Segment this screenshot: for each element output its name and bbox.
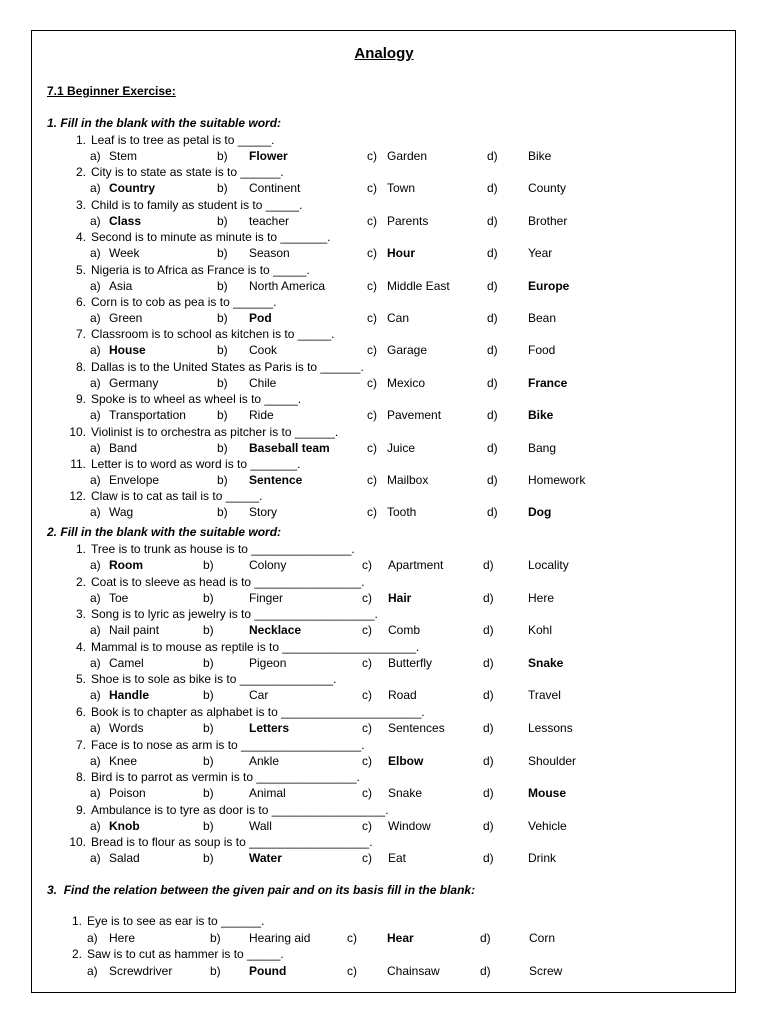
- option-value: Water: [249, 851, 282, 866]
- option-label: a): [90, 786, 101, 801]
- option-label: b): [217, 505, 228, 520]
- option-label: b): [203, 655, 214, 670]
- option-label: d): [487, 246, 498, 261]
- option-label: d): [483, 590, 494, 605]
- option-label: c): [367, 149, 377, 163]
- option-value: Ride: [249, 408, 274, 423]
- option-value: France: [528, 375, 568, 390]
- option-label: c): [362, 590, 372, 605]
- question-number: 1.: [75, 542, 86, 556]
- question: [66, 770, 360, 784]
- option-value: Wag: [109, 505, 134, 520]
- option-value: Snake: [528, 655, 564, 670]
- option-label: b): [217, 473, 228, 487]
- question-number: 4.: [75, 639, 86, 654]
- option-value: Hour: [387, 246, 415, 261]
- option-value: Envelope: [109, 473, 160, 487]
- option-value: Town: [387, 181, 416, 196]
- option-label: b): [203, 851, 214, 866]
- option-value: Wall: [249, 818, 272, 833]
- question-text: Bread is to flour as soup is to __________________.: [91, 835, 373, 850]
- question-number: 7.: [75, 327, 86, 342]
- option-value: Homework: [528, 473, 586, 487]
- option-value: Vehicle: [528, 818, 567, 833]
- page-title: Analogy: [354, 45, 414, 62]
- question: [66, 425, 338, 439]
- option-label: b): [203, 623, 214, 638]
- option-label: d): [487, 440, 498, 455]
- question: [66, 360, 364, 374]
- option-label: a): [90, 149, 101, 163]
- option-value: Garden: [387, 149, 428, 163]
- option-label: c): [367, 408, 377, 423]
- option-label: c): [367, 343, 377, 358]
- question: [66, 575, 365, 589]
- option-label: b): [203, 818, 214, 833]
- option-label: b): [203, 688, 214, 703]
- option-label: c): [362, 753, 372, 768]
- question-number: 6.: [75, 705, 86, 719]
- option-value: Juice: [387, 440, 416, 455]
- option-value: Screw: [529, 963, 563, 978]
- option-label: d): [487, 473, 498, 487]
- question-text: Leaf is to tree as petal is to _____.: [91, 133, 275, 147]
- option-label: b): [210, 931, 221, 945]
- option-value: Transportation: [109, 408, 186, 423]
- option-value: Mouse: [528, 786, 567, 801]
- question-text: Tree is to trunk as house is to _______________.: [91, 542, 355, 556]
- option-value: County: [528, 181, 567, 196]
- option-label: c): [362, 623, 372, 638]
- option-label: a): [90, 181, 101, 196]
- option-value: Nail paint: [109, 623, 160, 638]
- option-value: Necklace: [249, 623, 302, 638]
- option-label: b): [217, 408, 228, 423]
- option-value: Camel: [109, 655, 144, 670]
- option-value: Hearing aid: [249, 931, 311, 945]
- question-number: 2.: [75, 165, 86, 180]
- option-label: b): [217, 343, 228, 358]
- question: [66, 230, 330, 244]
- option-value: Chile: [249, 375, 277, 390]
- question-number: 9.: [75, 802, 86, 817]
- option-label: c): [362, 688, 372, 703]
- option-value: Mexico: [387, 375, 426, 390]
- option-label: d): [480, 963, 491, 978]
- option-value: Brother: [528, 213, 568, 228]
- option-value: Knob: [109, 818, 140, 833]
- option-value: Parents: [387, 213, 429, 228]
- option-value: Corn: [529, 931, 556, 945]
- question: [66, 542, 355, 556]
- option-label: a): [90, 851, 101, 866]
- option-value: Hear: [387, 931, 414, 945]
- option-label: d): [483, 655, 494, 670]
- question: [66, 640, 419, 654]
- option-label: a): [90, 408, 101, 423]
- option-value: Pigeon: [249, 655, 287, 670]
- question-text: Mammal is to mouse as reptile is to ____________________.: [91, 639, 420, 654]
- option-label: a): [90, 278, 101, 293]
- option-label: d): [487, 181, 498, 196]
- option-value: Poison: [109, 786, 146, 801]
- option-label: a): [90, 246, 101, 261]
- question-text: Corn is to cob as pea is to ______.: [91, 295, 277, 309]
- question-number: 5.: [75, 262, 86, 277]
- option-value: teacher: [249, 213, 290, 228]
- question-text: Child is to family as student is to _____.: [91, 197, 303, 212]
- option-value: Week: [109, 246, 140, 261]
- option-label: a): [90, 343, 101, 358]
- option-label: a): [87, 963, 98, 978]
- option-label: a): [90, 440, 101, 455]
- option-value: Pod: [249, 311, 272, 325]
- question: [66, 198, 302, 212]
- question: [66, 133, 274, 147]
- section-heading-text: Find the relation between the given pair and on its basis fill in the blank:: [63, 883, 476, 897]
- question-text: Saw is to cut as hammer is to _____.: [87, 946, 284, 961]
- question: [62, 947, 284, 961]
- section-spacer: [57, 883, 64, 897]
- question-text: Face is to nose as arm is to __________________.: [91, 737, 365, 752]
- option-label: d): [483, 558, 494, 572]
- option-value: Bean: [528, 311, 557, 325]
- option-value: Handle: [109, 688, 150, 703]
- option-label: c): [362, 851, 372, 866]
- option-value: Pavement: [387, 408, 442, 423]
- question: [66, 295, 276, 309]
- option-label: c): [362, 655, 372, 670]
- option-value: Baseball team: [249, 440, 330, 455]
- option-label: b): [217, 246, 228, 261]
- option-value: Locality: [528, 558, 569, 572]
- option-label: b): [217, 213, 228, 228]
- question: [66, 327, 334, 341]
- option-value: Window: [388, 818, 431, 833]
- question-number: 1.: [71, 914, 82, 928]
- option-label: b): [203, 590, 214, 605]
- option-label: d): [487, 149, 498, 163]
- question: [66, 392, 301, 406]
- option-value: Cook: [249, 343, 278, 358]
- section-heading: [47, 883, 475, 897]
- section-number: 1.: [47, 116, 58, 130]
- option-value: Here: [528, 590, 555, 605]
- option-label: c): [367, 213, 377, 228]
- question: [66, 738, 365, 752]
- question-number: 10.: [69, 835, 86, 850]
- option-label: c): [367, 311, 377, 325]
- option-value: Bike: [528, 408, 554, 423]
- option-value: Ankle: [249, 753, 280, 768]
- option-label: d): [483, 851, 494, 866]
- option-label: d): [487, 278, 498, 293]
- section-number: 2.: [47, 525, 58, 539]
- question: [66, 803, 389, 817]
- option-value: Knee: [109, 753, 138, 768]
- question-text: Bird is to parrot as vermin is to _______________.: [91, 770, 360, 785]
- option-value: Words: [109, 721, 144, 735]
- option-value: Eat: [388, 851, 407, 866]
- option-label: c): [367, 473, 377, 487]
- question-number: 12.: [69, 489, 86, 504]
- question-text: Song is to lyric as jewelry is to __________________.: [91, 607, 378, 622]
- question-text: Dallas is to the United States as Paris is to ______.: [91, 359, 364, 374]
- question-number: 3.: [75, 607, 86, 622]
- option-label: a): [90, 753, 101, 768]
- option-label: d): [487, 311, 498, 325]
- option-value: Mailbox: [387, 473, 429, 487]
- option-value: Butterfly: [388, 655, 433, 670]
- option-label: d): [483, 818, 494, 833]
- option-value: Screwdriver: [109, 963, 173, 978]
- option-value: Tooth: [387, 505, 417, 520]
- option-label: d): [487, 505, 498, 520]
- option-value: Can: [387, 311, 410, 325]
- section-heading: [47, 116, 281, 130]
- question-text: Shoe is to sole as bike is to ______________.: [91, 672, 337, 687]
- option-value: Kohl: [528, 623, 553, 638]
- question-text: Classroom is to school as kitchen is to _____.: [91, 327, 335, 342]
- option-value: Food: [528, 343, 556, 358]
- question-text: Second is to minute as minute is to _______.: [91, 230, 331, 245]
- question-number: 8.: [75, 770, 86, 785]
- option-value: Class: [109, 213, 142, 228]
- option-value: Season: [249, 246, 290, 261]
- option-label: a): [90, 655, 101, 670]
- option-value: Letters: [249, 721, 290, 735]
- option-label: c): [347, 963, 357, 978]
- option-label: b): [203, 558, 214, 572]
- question-number: 2.: [71, 946, 82, 961]
- question: [66, 263, 310, 277]
- option-label: c): [367, 278, 377, 293]
- option-value: Here: [109, 931, 136, 945]
- option-label: a): [87, 931, 98, 945]
- question-number: 6.: [75, 295, 86, 309]
- option-value: Country: [109, 181, 155, 196]
- question-text: Coat is to sleeve as head is to ________________.: [91, 574, 365, 589]
- option-label: d): [487, 408, 498, 423]
- option-value: House: [109, 343, 146, 358]
- option-label: d): [483, 688, 494, 703]
- option-value: Middle East: [387, 278, 450, 293]
- option-label: c): [362, 721, 372, 735]
- option-label: d): [483, 786, 494, 801]
- question-number: 11.: [70, 457, 86, 471]
- option-value: Dog: [528, 505, 552, 520]
- option-value: Pound: [249, 963, 287, 978]
- option-label: b): [203, 721, 214, 735]
- option-label: d): [487, 213, 498, 228]
- option-label: d): [487, 343, 498, 358]
- question: [66, 489, 262, 503]
- option-value: Snake: [388, 786, 423, 801]
- option-label: b): [217, 311, 228, 325]
- option-label: a): [90, 473, 101, 487]
- question-number: 2.: [75, 574, 86, 589]
- option-value: Story: [249, 505, 278, 520]
- option-label: a): [90, 590, 101, 605]
- option-value: Year: [528, 246, 553, 261]
- question: [62, 914, 264, 928]
- option-label: c): [362, 818, 372, 833]
- option-label: a): [90, 721, 101, 735]
- question-text: Nigeria is to Africa as France is to _____.: [91, 262, 310, 277]
- option-value: Green: [109, 311, 143, 325]
- question-text: Eye is to see as ear is to ______.: [87, 914, 265, 928]
- option-value: Europe: [528, 278, 570, 293]
- question-number: 3.: [75, 197, 86, 212]
- question-text: Spoke is to wheel as wheel is to _____.: [91, 392, 302, 407]
- question: [66, 705, 425, 719]
- option-label: a): [90, 505, 101, 520]
- option-value: Germany: [109, 375, 159, 390]
- option-label: b): [217, 440, 228, 455]
- option-label: c): [362, 786, 372, 801]
- option-label: a): [90, 623, 101, 638]
- option-value: Finger: [249, 590, 284, 605]
- option-label: b): [217, 278, 228, 293]
- question-number: 1.: [75, 133, 86, 147]
- option-value: Hair: [388, 590, 412, 605]
- option-label: c): [362, 558, 372, 572]
- option-label: b): [217, 375, 228, 390]
- question: [66, 607, 378, 621]
- option-value: Sentences: [388, 721, 445, 735]
- option-label: b): [217, 181, 228, 196]
- option-value: Road: [388, 688, 417, 703]
- option-value: Flower: [249, 149, 288, 163]
- option-value: Comb: [388, 623, 421, 638]
- option-value: Animal: [249, 786, 286, 801]
- option-value: Drink: [528, 851, 557, 866]
- option-value: Apartment: [388, 558, 444, 572]
- option-label: a): [90, 213, 101, 228]
- option-label: a): [90, 688, 101, 703]
- question-text: Claw is to cat as tail is to _____.: [91, 489, 263, 504]
- option-value: Band: [109, 440, 138, 455]
- option-label: b): [203, 786, 214, 801]
- question-number: 7.: [75, 737, 86, 752]
- option-label: d): [487, 375, 498, 390]
- option-value: Garage: [387, 343, 428, 358]
- question-text: Violinist is to orchestra as pitcher is to ______.: [91, 424, 339, 439]
- question-number: 4.: [75, 230, 86, 245]
- option-value: Lessons: [528, 721, 573, 735]
- option-label: c): [367, 375, 377, 390]
- question-number: 9.: [75, 392, 86, 407]
- question: [66, 835, 373, 849]
- option-label: d): [483, 623, 494, 638]
- question-text: Letter is to word as word is to _______.: [91, 457, 301, 471]
- option-label: b): [217, 149, 228, 163]
- question: [66, 165, 284, 179]
- question-text: City is to state as state is to ______.: [91, 165, 284, 180]
- section-heading-text: Fill in the blank with the suitable word:: [60, 116, 282, 130]
- question-number: 5.: [75, 672, 86, 687]
- option-label: a): [90, 558, 101, 572]
- option-label: b): [203, 753, 214, 768]
- option-label: c): [347, 931, 357, 945]
- option-label: d): [483, 721, 494, 735]
- section-heading-text: Fill in the blank with the suitable word:: [60, 525, 282, 539]
- option-label: b): [210, 963, 221, 978]
- option-value: Colony: [249, 558, 287, 572]
- option-value: Elbow: [388, 753, 424, 768]
- option-label: d): [480, 931, 491, 945]
- question-number: 8.: [75, 359, 86, 374]
- option-value: Shoulder: [528, 753, 577, 768]
- option-value: Travel: [528, 688, 561, 703]
- option-label: c): [367, 246, 377, 261]
- option-value: North America: [249, 278, 326, 293]
- option-value: Salad: [109, 851, 140, 866]
- option-value: Continent: [249, 181, 301, 196]
- option-value: Asia: [109, 278, 133, 293]
- option-label: a): [90, 375, 101, 390]
- exercise-subtitle: 7.1 Beginner Exercise:: [47, 84, 176, 98]
- section-heading: [47, 525, 281, 539]
- section-number: 3.: [47, 883, 58, 897]
- option-value: Stem: [109, 149, 138, 163]
- question-text: Ambulance is to tyre as door is to _________________.: [91, 802, 389, 817]
- question: [66, 457, 300, 471]
- option-label: c): [367, 440, 377, 455]
- option-value: Sentence: [249, 473, 303, 487]
- option-label: a): [90, 818, 101, 833]
- option-value: Chainsaw: [387, 963, 440, 978]
- option-value: Bang: [528, 440, 557, 455]
- option-label: d): [483, 753, 494, 768]
- option-value: Car: [249, 688, 269, 703]
- question: [66, 672, 337, 686]
- option-value: Toe: [109, 590, 129, 605]
- option-value: Bike: [528, 149, 552, 163]
- option-label: a): [90, 311, 101, 325]
- option-label: c): [367, 181, 377, 196]
- option-value: Room: [109, 558, 143, 572]
- option-label: c): [367, 505, 377, 520]
- question-number: 10.: [69, 424, 86, 439]
- question-text: Book is to chapter as alphabet is to _____________________.: [91, 705, 425, 719]
